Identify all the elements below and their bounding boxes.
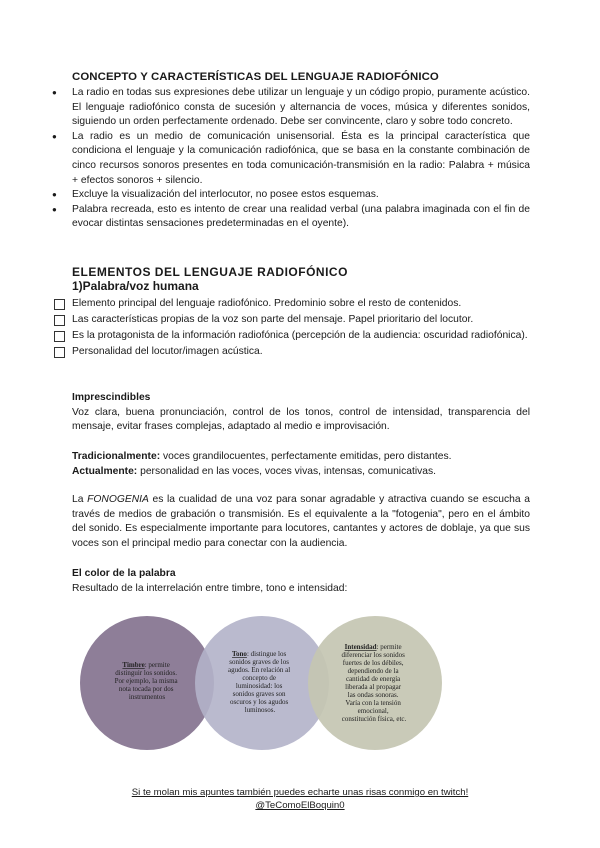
venn-line: luminosos. <box>244 706 276 714</box>
venn-line: Por ejemplo, la misma <box>114 677 178 685</box>
concepto-bullet-list <box>52 86 530 232</box>
venn-line: liberada al propagar <box>345 683 402 691</box>
footer-twitch-link[interactable]: Si te molan mis apuntes también puedes echarte unas risas conmigo en twitch! <box>131 787 469 798</box>
color-palabra-text: Resultado de la interrelación entre timbre, tono e intensidad: <box>72 582 348 594</box>
checklist-item: Elemento principal del lenguaje radiofónico. Predominio sobre el resto de contenidos. <box>52 297 530 312</box>
venn-line: luminosidad: los <box>235 682 283 690</box>
venn-line: emocional, <box>357 707 389 715</box>
venn-line: las ondas sonoras. <box>347 691 399 699</box>
venn-line: dependiendo de la <box>347 667 399 675</box>
venn-diagram <box>80 613 450 753</box>
imprescindibles-heading: Imprescindibles <box>72 392 151 403</box>
color-palabra-block <box>72 567 530 596</box>
venn-line: oscuros y los agudos <box>230 698 289 706</box>
checklist-item: Es la protagonista de la información radiofónica (percepción de la audiencia: oscuridad radiofónica). <box>52 329 530 344</box>
list-item: ● La radio en todas sus expresiones debe utilizar un lenguaje y un código propio, puramente acústico. El lenguaje radiofónico consta de sucesión y alternancia de voces, música y diferentes sonidos, siguiendo un orden perfectamente ordenado. Debe ser convincente, claro y sobre todo concreto. <box>52 86 530 130</box>
venn-line: constitución física, etc. <box>341 715 407 723</box>
section-elementos-title: ELEMENTOS DEL LENGUAJE RADIOFÓNICO <box>72 265 348 279</box>
venn-line: : permite <box>376 643 402 651</box>
venn-line: sonidos graves de los <box>229 658 289 666</box>
venn-line: Varía con la tensión <box>345 699 401 707</box>
venn-line: : distingue los <box>246 650 287 658</box>
palabra-checklist <box>52 297 530 361</box>
tradicional-label: Tradicionalmente: <box>72 451 161 462</box>
color-palabra-heading: El color de la palabra <box>72 568 176 579</box>
timbre-title: Timbre <box>122 661 145 669</box>
venn-line: concepto de <box>242 674 276 682</box>
tono-title: Tono <box>232 650 247 658</box>
actual-line <box>72 465 530 480</box>
footer-handle-link[interactable]: @TeComoElBoquin0 <box>255 800 345 811</box>
section-concepto-title: CONCEPTO Y CARACTERÍSTICAS DEL LENGUAJE RADIOFÓNICO <box>72 71 439 83</box>
list-item: ● La radio es un medio de comunicación unisensorial. Ésta es la principal característica que condiciona el lenguaje y la comunicación radiofónica, que se basa en la constante combinación de cinco recursos sonoros presentes en toda comunicación-transmisión en la radio: Palabra + música + efectos sonoros + silencio. <box>52 130 530 188</box>
list-item: ● Excluye la visualización del interlocutor, no posee estos esquemas. <box>52 188 530 203</box>
checklist-item: Personalidad del locutor/imagen acústica. <box>52 345 530 360</box>
list-item: ● Palabra recreada, esto es intento de crear una realidad verbal (una palabra imaginada con el fin de evocar distintas sensaciones predeterminadas en el oyente). <box>52 203 530 232</box>
imprescindibles-block <box>72 391 530 435</box>
tono-text <box>228 650 292 714</box>
subsection-palabra-title: 1)Palabra/voz humana <box>72 279 199 293</box>
venn-line: instrumentos <box>128 693 166 701</box>
venn-line: : permite <box>144 661 170 669</box>
venn-line: nota tocada por dos <box>118 685 174 693</box>
venn-line: sonidos graves son <box>232 690 286 698</box>
tradicional-actual-block <box>72 450 530 479</box>
tradicional-text: voces grandilocuentes, perfectamente emitidas, pero distantes. <box>160 451 452 462</box>
fonogenia-post: es la cualidad de una voz para sonar agradable y atractiva cuando se escucha a través de medios de grabación o transmisión. Es el equivalente a la "fotogenia", pero en el ámbito del sonido. Es especialmente importante para locutores, cantantes y actores de doblaje, ya que sus voces son el principal medio para conectar con la audiencia. <box>72 494 530 549</box>
checklist-item: Las características propias de la voz son parte del mensaje. Papel prioritario del locutor. <box>52 313 530 328</box>
actual-label: Actualmente: <box>72 465 138 477</box>
fonogenia-paragraph <box>72 493 530 551</box>
imprescindibles-text: Voz clara, buena pronunciación, control de los tonos, control de intensidad, transparencia del mensaje, evitar frases complejas, adaptado al medio e improvisación. <box>72 406 530 433</box>
venn-line: diferenciar los sonidos <box>341 651 405 659</box>
tradicional-line <box>72 450 530 465</box>
venn-line: distinguir los sonidos. <box>115 669 177 677</box>
fonogenia-pre: La <box>72 494 88 505</box>
fonogenia-term: FONOGENIA <box>87 494 149 505</box>
venn-line: fuertes de los débiles, <box>342 659 404 667</box>
venn-line: cantidad de energía <box>345 675 401 683</box>
intensidad-title: Intensidad <box>344 643 377 651</box>
actual-text: personalidad en las voces, voces vivas, intensas, comunicativas. <box>137 465 436 477</box>
venn-line: agudos. En relación al <box>228 666 291 674</box>
